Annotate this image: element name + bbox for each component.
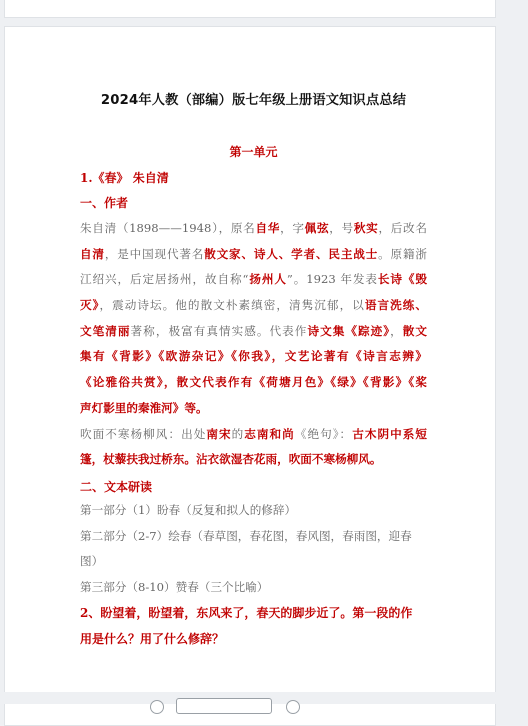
author-text-segment: 扬州人 [248,272,287,287]
author-line-4 [80,293,427,319]
author-text-segment: ，号 [329,221,354,235]
author-text-segment: 古木阴中系短 [352,426,427,441]
author-text-segment: 声灯影里的秦淮河》等。 [80,400,208,415]
author-text-segment: 。原籍浙 [378,246,427,261]
lesson-heading: 1.《春》 朱自清 [80,171,169,185]
author-line-1 [80,216,427,242]
study-line-3: 图） [80,554,104,569]
author-text-segment: ， [390,323,403,338]
question-line-1: 2、盼望着，盼望着，东风来了，春天的脚步近了。第一段的作 [80,606,413,620]
study-line-2: 第二部分（2-7）绘春（春草图，春花图，春风图，春雨图，迎春 [80,528,412,543]
author-line-5 [80,319,427,345]
author-text-segment: 散文家、诗人、学者、民主战士 [204,246,379,261]
author-text-segment: 吹面不寒杨柳风：出处 [80,426,207,441]
author-text-segment: 篷，杖藜扶我过桥东。沾衣欲湿杏花雨，吹面不寒杨柳风。 [80,452,382,467]
circle-next-icon[interactable] [286,700,300,714]
author-text-segment: 灭》 [80,298,100,313]
author-text-segment: ”。1923 年发表 [286,272,378,287]
circle-prev-icon[interactable] [150,700,164,714]
author-text-segment: 语言洗练、 [364,298,427,313]
document-title: 2024年人教（部编）版七年级上册语文知识点总结 [100,93,407,108]
page-number-input[interactable] [176,698,272,714]
author-text-segment: 朱自清（1898——1948），原名 [80,221,256,235]
author-text-segment: 长诗《毁 [377,272,427,287]
author-heading: 一、作者 [80,196,129,210]
author-text-segment: ，后改名 [378,221,427,235]
author-text-segment: 志南和尚 [244,426,295,441]
author-text-segment: 著称，极富有真情实感。代表作 [130,323,308,338]
author-text-segment: 自清 [80,246,105,261]
author-text-segment: ，震动诗坛。他的散文朴素缜密，清隽沉郁，以 [99,298,365,313]
previous-page-edge [4,0,496,18]
author-text-segment: 诗文集《踪迹》 [307,323,391,338]
study-outline [80,498,427,601]
author-line-10 [80,447,427,473]
author-line-8 [80,396,427,422]
study-heading: 二、文本研读 [80,480,153,494]
question-line-2: 用是什么？用了什么修辞？ [80,631,225,646]
author-line-7 [80,370,427,396]
question-2 [80,601,427,652]
document-page [4,26,496,726]
study-line-4: 第三部分（8-10）赞春（三个比喻） [80,580,269,595]
author-text-segment: 佩弦 [304,221,330,235]
author-paragraph [80,216,427,473]
study-line-1: 第一部分（1）盼春（反复和拟人的修辞） [80,503,297,517]
author-line-3 [80,267,427,293]
author-line-6 [80,344,427,370]
author-text-segment: 《绝句》： [294,426,353,441]
author-line-2 [80,242,427,268]
author-text-segment: 集有《背影》《欧游杂记》《你我》，文艺论著有《诗言志辨》 [80,349,427,364]
author-text-segment: 南宋 [206,426,232,441]
author-text-segment: ，是中国现代著名 [104,246,205,261]
author-text-segment: 散文 [402,323,427,338]
author-text-segment: ，字 [280,221,305,235]
author-text-segment: 《论雅俗共赏》，散文代表作有《荷塘月色》《绿》《背影》《桨 [80,375,427,390]
author-line-9 [80,422,427,448]
author-text-segment: 江绍兴，后定居扬州，故自称“ [80,272,249,287]
author-text-segment: 的 [231,426,245,441]
author-text-segment: 文笔清丽 [80,323,131,338]
author-text-segment: 秋实 [353,221,379,235]
unit-heading: 第一单元 [229,145,278,159]
author-text-segment: 自华 [255,221,281,235]
